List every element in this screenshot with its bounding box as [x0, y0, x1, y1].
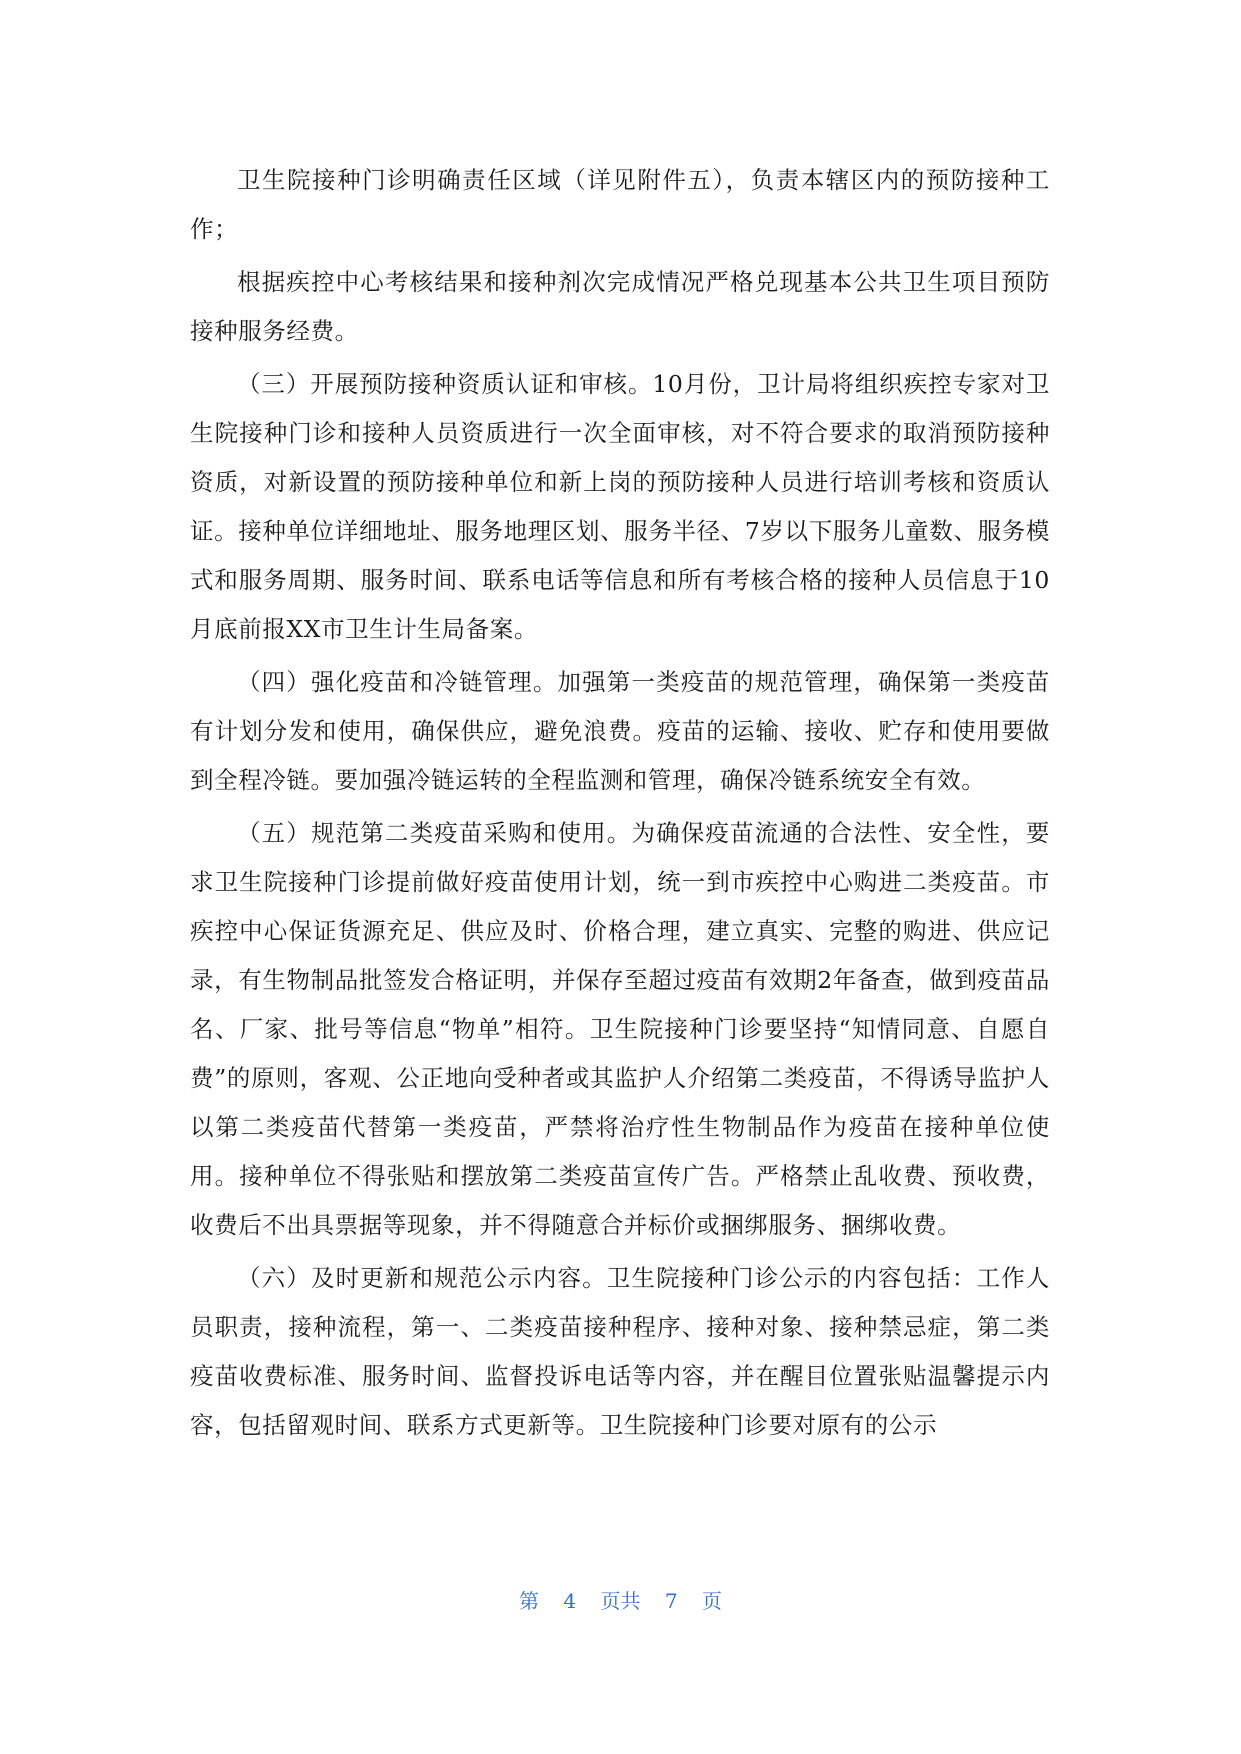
page-footer	[0, 1585, 1241, 1614]
footer-middle: 页共	[600, 1589, 641, 1613]
paragraph-public-notice: （六）及时更新和规范公示内容。卫生院接种门诊公示的内容包括：工作人员职责，接种流程，第一、二类疫苗接种程序、接种对象、接种禁忌症，第二类疫苗收费标准、服务时间、监督投诉电话等内容，并在醒目位置张贴温馨提示内容，包括留观时间、联系方式更新等。卫生院接种门诊要对原有的公示	[190, 1264, 1050, 1439]
document-body	[190, 156, 1050, 1454]
footer-current-page: 4	[563, 1589, 577, 1613]
paragraph-qualification-audit: （三）开展预防接种资质认证和审核。10月份，卫计局将组织疾控专家对卫生院接种门诊和接种人员资质进行一次全面审核，对不符合要求的取消预防接种资质，对新设置的预防接种单位和新上岗的预防接种人员进行培训考核和资质认证。接种单位详细地址、服务地理区划、服务半径、7岁以下服务儿童数、服务模式和服务周期、服务时间、联系电话等信息和所有考核合格的接种人员信息于10月底前报XX市卫生计生局备案。	[190, 370, 1050, 643]
paragraph-responsibility-area: 卫生院接种门诊明确责任区域（详见附件五），负责本辖区内的预防接种工作；	[190, 166, 1050, 243]
paragraph-second-class-vaccine: （五）规范第二类疫苗采购和使用。为确保疫苗流通的合法性、安全性，要求卫生院接种门诊提前做好疫苗使用计划，统一到市疾控中心购进二类疫苗。市疾控中心保证货源充足、供应及时、价格合理，建立真实、完整的购进、供应记录，有生物制品批签发合格证明，并保存至超过疫苗有效期2年备查，做到疫苗品名、厂家、批号等信息“物单”相符。卫生院接种门诊要坚持“知情同意、自愿自费”的原则，客观、公正地向受种者或其监护人介绍第二类疫苗，不得诱导监护人以第二类疫苗代替第一类疫苗，严禁将治疗性生物制品作为疫苗在接种单位使用。接种单位不得张贴和摆放第二类疫苗宣传广告。严格禁止乱收费、预收费，收费后不出具票据等现象，并不得随意合并标价或捆绑服务、捆绑收费。	[190, 819, 1050, 1239]
paragraph-cold-chain: （四）强化疫苗和冷链管理。加强第一类疫苗的规范管理，确保第一类疫苗有计划分发和使用，确保供应，避免浪费。疫苗的运输、接收、贮存和使用要做到全程冷链。要加强冷链运转的全程监测和管理，确保冷链系统安全有效。	[190, 668, 1050, 794]
paragraph-service-funding: 根据疾控中心考核结果和接种剂次完成情况严格兑现基本公共卫生项目预防接种服务经费。	[190, 268, 1050, 345]
footer-suffix: 页	[701, 1589, 722, 1613]
footer-total-pages: 7	[664, 1589, 678, 1613]
footer-prefix: 第	[519, 1589, 540, 1613]
